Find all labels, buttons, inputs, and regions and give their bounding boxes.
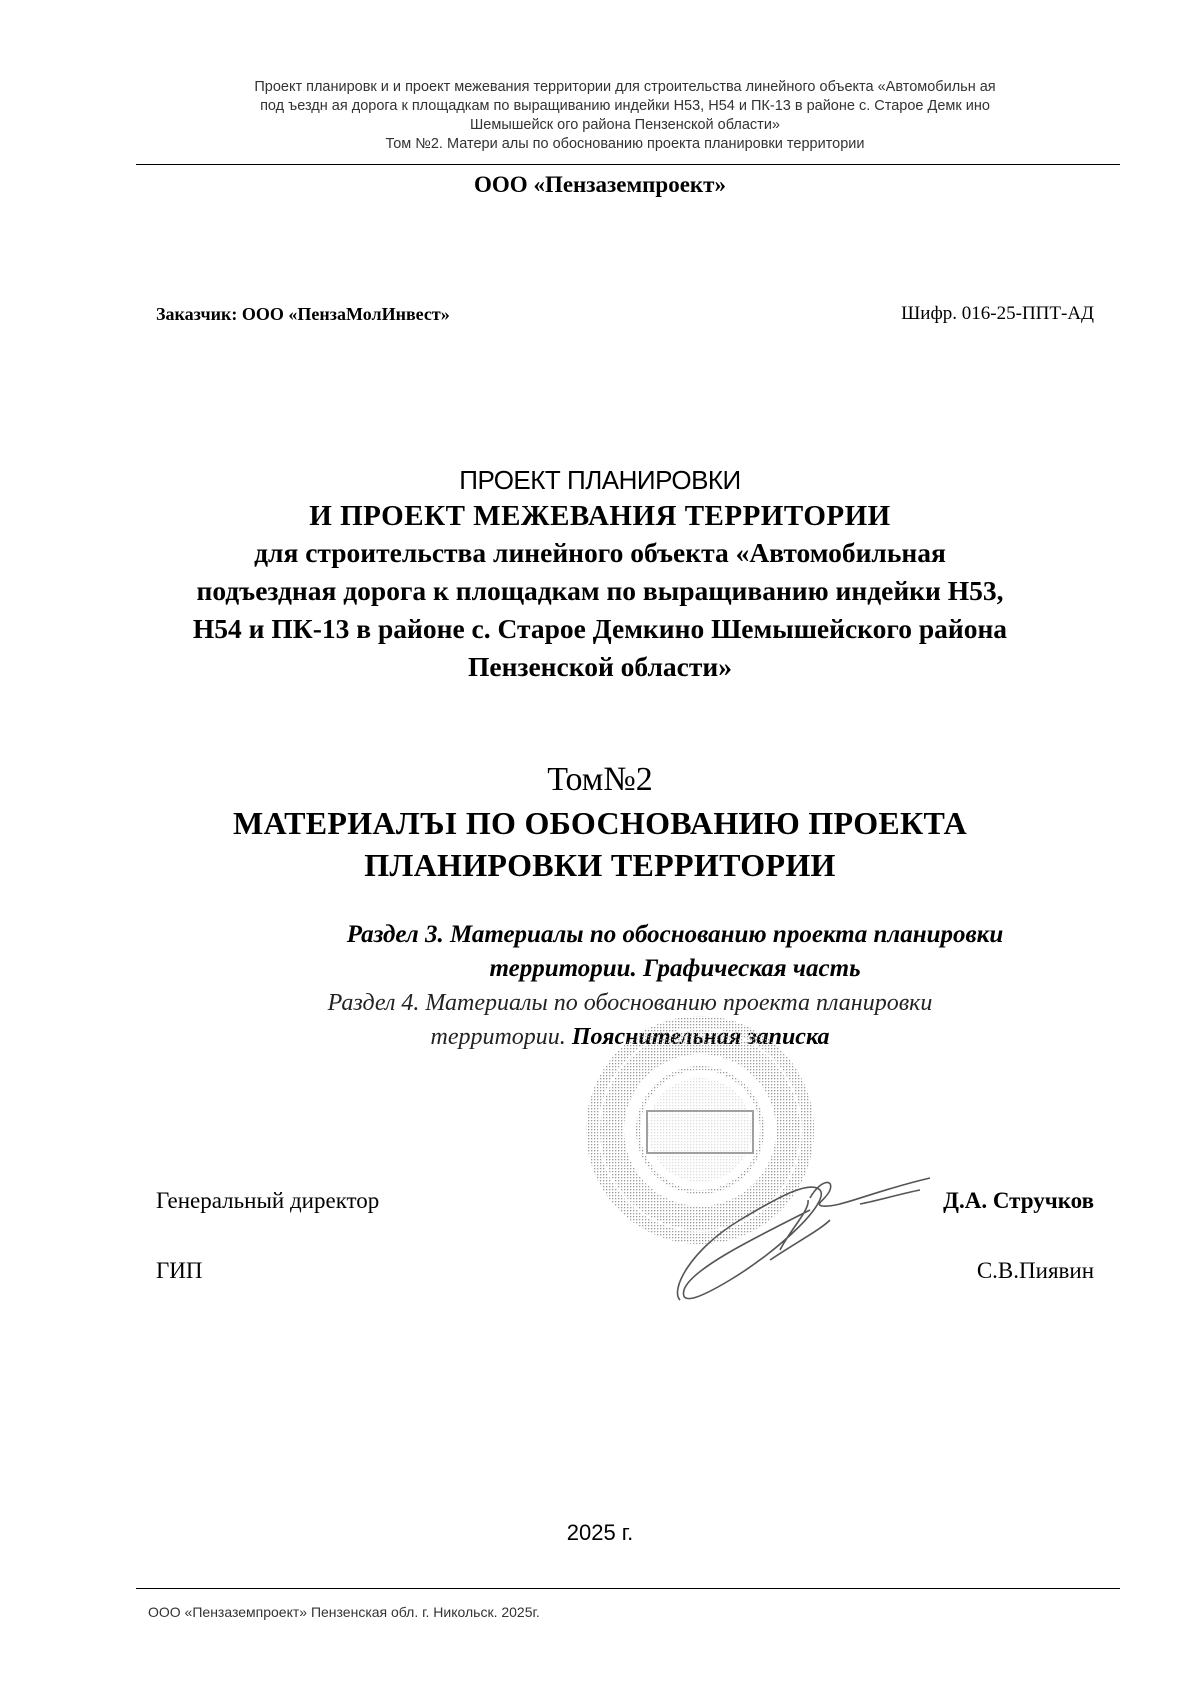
title-line: ПРОЕКТ ПЛАНИРОВКИ (459, 465, 741, 495)
title-line: подъездная дорога к площадкам по выращиванию индейки Н53, (196, 575, 1004, 606)
title-line: И ПРОЕКТ МЕЖЕВАНИЯ ТЕРРИТОРИИ (309, 500, 891, 532)
director-label: Генеральный директор (156, 1188, 380, 1213)
volume-title-line: ПЛАНИРОВКИ ТЕРРИТОРИИ (364, 847, 836, 883)
customer-label: Заказчик: ООО «ПензаМолИнвест» (156, 304, 450, 324)
document-title (100, 462, 1100, 686)
section-line: Раздел 4. Материалы по обоснованию проекта планировки (327, 990, 933, 1016)
footer-divider (136, 1588, 1120, 1589)
title-line: Пензенской области» (467, 651, 732, 682)
director-name: Д.А. Стручков (943, 1188, 1094, 1213)
section-line-part: территории. (430, 1024, 572, 1050)
section-3-title (230, 918, 1120, 986)
header-line: Шемышейск ого района Пензенской области» (470, 117, 780, 133)
volume-heading (100, 758, 1100, 886)
header-divider (136, 164, 1120, 165)
section-line: территории. Графическая часть (489, 955, 861, 982)
header-line: Том №2. Матери алы по обоснованию проекта планировки территории (385, 136, 865, 152)
volume-number: Том№2 (547, 761, 653, 798)
running-footer: ООО «Пензаземпроект» Пензенская обл. г. Никольск. 2025г. (148, 1604, 540, 1620)
gip-signature (660, 1140, 940, 1320)
organization-name: ООО «Пензаземпроект» (474, 172, 726, 197)
header-line: под ъездн ая дорога к площадкам по выращиванию индейки Н53, Н54 и ПК-13 в районе с. Старое Демк ино (260, 98, 990, 114)
volume-title-line: МАТЕРИАЛЪI ПО ОБОСНОВАНИЮ ПРОЕКТА (233, 805, 967, 841)
title-line: для строительства линейного объекта «Автомобильная (254, 537, 946, 568)
cipher-code: Шифр. 016-25-ППТ-АД (901, 303, 1094, 324)
running-header (130, 78, 1120, 154)
document-year: 2025 г. (566, 1520, 634, 1545)
gip-label: ГИП (156, 1258, 203, 1283)
section-line-part: Пояснительная записка (571, 1024, 830, 1050)
header-line: Проект планировк и и проект межевания территории для строительства линейного объекта «Автомобильн ая (254, 79, 996, 95)
gip-name: С.В.Пиявин (976, 1258, 1094, 1283)
title-line: Н54 и ПК-13 в районе с. Старое Демкино Шемышейского района (192, 613, 1008, 644)
section-line: Раздел 3. Материалы по обоснованию проекта планировки (346, 921, 1004, 948)
